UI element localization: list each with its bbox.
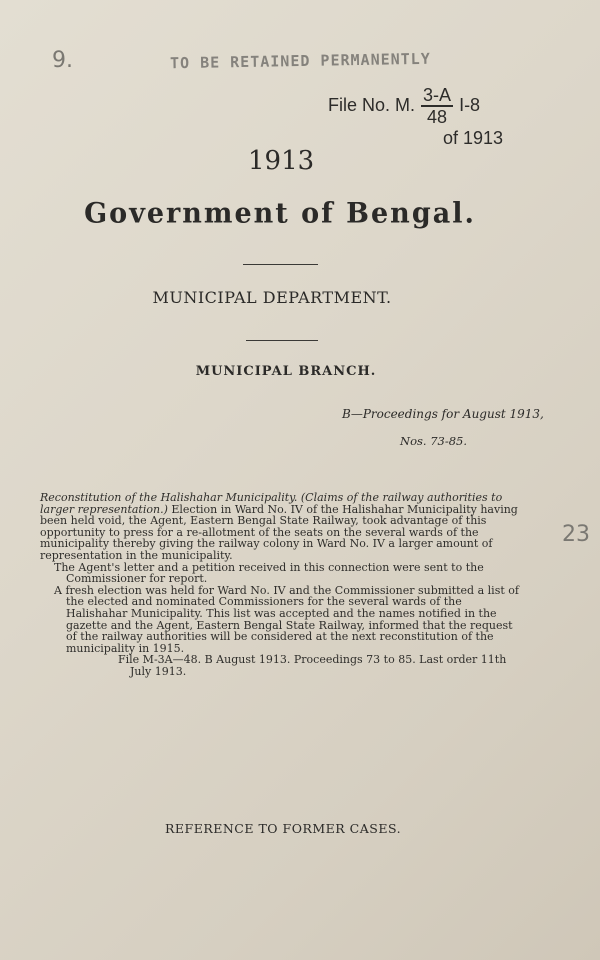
summary-paragraph-3: A fresh election was held for Ward No. IV and the Commissioner submitted a list of the elected and nominated Commissioners for the several wards of the Halishahar Municipality. This list was accepted and the names notified in the gazette and the Agent, Eastern Bengal State Railway, informed that the request of the railway authorities will be considered at the next reconstitution of the municipality in 1915. xyxy=(54,583,519,655)
former-cases-heading: REFERENCE TO FORMER CASES. xyxy=(165,821,402,836)
margin-note-right: 23 xyxy=(562,522,590,547)
summary-paragraph-1 xyxy=(40,492,520,562)
margin-note-number: 9. xyxy=(52,48,73,73)
summary-file-line: File M-3A—48. B August 1913. Proceedings 73 to 85. Last order 11th July 1913. xyxy=(118,653,507,678)
file-number-suffix: I-8 xyxy=(459,94,481,115)
branch-heading: MUNICIPAL BRANCH. xyxy=(195,364,377,379)
proceedings-numbers: Nos. 73-85. xyxy=(400,434,468,448)
file-number-prefix: File No. M. xyxy=(328,94,416,115)
divider-1 xyxy=(243,264,318,265)
case-summary xyxy=(40,492,520,678)
department-heading: MUNICIPAL DEPARTMENT. xyxy=(152,288,392,307)
fraction-denominator: 48 xyxy=(427,107,448,127)
file-number-fraction xyxy=(421,86,453,126)
proceedings-line: B—Proceedings for August 1913, xyxy=(342,407,544,421)
summary-subject: Reconstitution of the Halishahar Municipality. (Claims of the railway authorities to larger representation.) xyxy=(40,491,503,516)
summary-paragraph-2: The Agent's letter and a petition received in this connection were sent to the Commissioner for report. xyxy=(54,560,484,586)
summary-para1: Election in Ward No. IV of the Halishahar Municipality having been held void, the Agent, Eastern Bengal State Railway, took advantage of this opportunity to press for a re-allotment of the seats on the several wards of the municipality thereby giving the railway colony in Ward No. IV a larger amount of representation in the municipality. xyxy=(40,502,518,562)
document-year: 1913 xyxy=(248,146,315,176)
file-year: of 1913 xyxy=(443,128,504,148)
government-heading: Government of Bengal. xyxy=(84,197,476,230)
file-number xyxy=(328,86,480,126)
fraction-numerator: 3-A xyxy=(423,85,452,105)
divider-2 xyxy=(246,340,318,341)
retention-stamp: TO BE RETAINED PERMANENTLY xyxy=(169,49,431,73)
